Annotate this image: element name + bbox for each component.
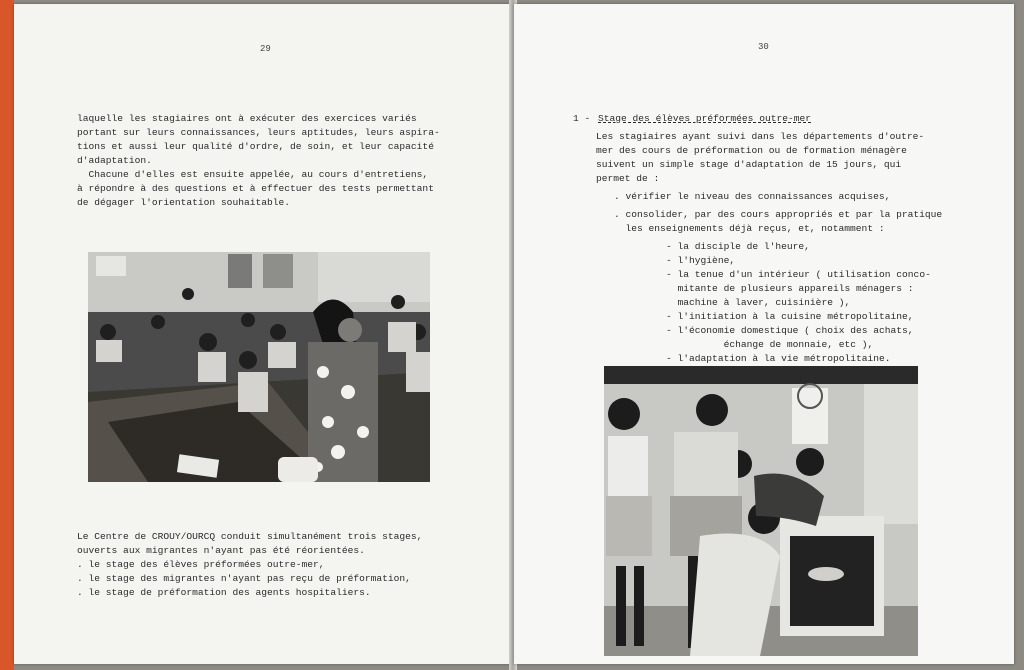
- dash-item: mitante de plusieurs appareils ménagers :: [666, 283, 914, 294]
- paragraph-line: permet de :: [596, 173, 660, 184]
- book-cover-edge: [0, 0, 14, 670]
- classroom-photo: [88, 252, 430, 482]
- bottom-line: . le stage des élèves préformées outre-mer,: [77, 559, 325, 570]
- bottom-line: . le stage de préformation des agents hospitaliers.: [77, 587, 371, 598]
- dash-item: échange de monnaie, etc ),: [666, 339, 874, 350]
- intro-line: d'adaptation.: [77, 155, 152, 166]
- dash-item: - la disciple de l'heure,: [666, 241, 810, 252]
- intro-line: à répondre à des questions et à effectuer des tests permettant: [77, 183, 434, 194]
- bottom-line: Le Centre de CROUY/OURCQ conduit simultanément trois stages,: [77, 531, 423, 542]
- paragraph-line: mer des cours de préformation ou de formation ménagère: [596, 145, 907, 156]
- paragraph-line: Les stagiaires ayant suivi dans les départements d'outre-: [596, 131, 925, 142]
- paragraph-line: suivent un simple stage d'adaptation de 15 jours, qui: [596, 159, 902, 170]
- page-number: 29: [260, 44, 271, 54]
- intro-line: portant sur leurs connaissances, leurs aptitudes, leurs aspira-: [77, 127, 440, 138]
- dash-item: - l'économie domestique ( choix des achats,: [666, 325, 914, 336]
- dash-item: - l'adaptation à la vie métropolitaine.: [666, 353, 891, 364]
- bullet-item: les enseignements déjà reçus, et, notamment :: [614, 223, 885, 234]
- intro-line: laquelle les stagiaires ont à exécuter des exercices variés: [77, 113, 417, 124]
- bullet-item: . vérifier le niveau des connaissances acquises,: [614, 191, 891, 202]
- right-page: [514, 4, 1014, 664]
- kitchen-photo: [604, 366, 918, 656]
- section-number: 1 -: [573, 113, 591, 124]
- dash-item: machine à laver, cuisinière ),: [666, 297, 851, 308]
- intro-line: Chacune d'elles est ensuite appelée, au cours d'entretiens,: [77, 169, 429, 180]
- dash-item: - l'hygiène,: [666, 255, 736, 266]
- intro-line: de dégager l'orientation souhaitable.: [77, 197, 291, 208]
- dash-item: - l'initiation à la cuisine métropolitaine,: [666, 311, 914, 322]
- bullet-item: . consolider, par des cours appropriés et par la pratique: [614, 209, 943, 220]
- bottom-line: ouverts aux migrantes n'ayant pas été réorientées.: [77, 545, 365, 556]
- dash-item: - la tenue d'un intérieur ( utilisation conco-: [666, 269, 931, 280]
- intro-line: tions et aussi leur qualité d'ordre, de soin, et leur capacité: [77, 141, 434, 152]
- left-page: [14, 4, 512, 664]
- bottom-line: . le stage des migrantes n'ayant pas reçu de préformation,: [77, 573, 411, 584]
- page-number: 30: [758, 42, 769, 52]
- section-title: Stage des élèves préformées outre-mer: [598, 113, 812, 124]
